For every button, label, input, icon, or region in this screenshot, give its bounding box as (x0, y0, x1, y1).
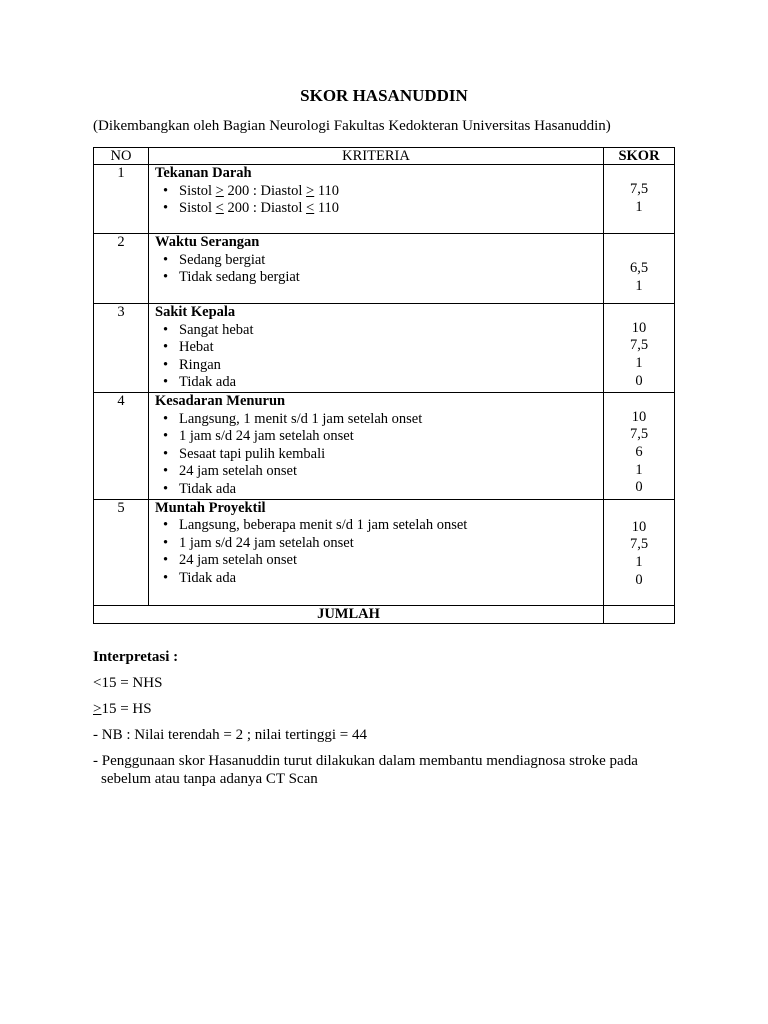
header-no: NO (94, 148, 149, 165)
list-item: • Sistol > 200 : Diastol > 110 (161, 183, 603, 201)
option-list (149, 252, 603, 287)
option-list (149, 183, 603, 218)
interpretation-hs: >15 = HS (93, 701, 152, 717)
list-item: • Tidak ada (161, 570, 603, 588)
criteria-cell (149, 499, 604, 605)
option-list (149, 517, 603, 587)
list-item: • Sedang bergiat (161, 252, 603, 270)
criteria-cell (149, 392, 604, 499)
row-number: 3 (94, 304, 149, 393)
criteria-name: Sakit Kepala (155, 304, 236, 320)
total-value (604, 605, 675, 624)
score-cell: 7,5 1 (604, 165, 675, 234)
table-row (94, 499, 675, 605)
list-item: • Langsung, 1 menit s/d 1 jam setelah onset (161, 411, 603, 429)
list-item: • Tidak ada (161, 481, 603, 499)
score-cell: 6,5 1 (604, 234, 675, 304)
criteria-cell (149, 304, 604, 393)
list-item: • Tidak sedang bergiat (161, 269, 603, 287)
list-item: • 24 jam setelah onset (161, 463, 603, 481)
score-table (93, 147, 675, 624)
table-row (94, 234, 675, 304)
list-item: • Sesaat tapi pulih kembali (161, 446, 603, 464)
total-row (94, 605, 675, 624)
score-cell: 10 7,5 6 1 0 (604, 392, 675, 499)
note-usage: - Penggunaan skor Hasanuddin turut dilakukan dalam membantu mendiagnosa stroke pada sebelum atau tanpa adanya CT Scan (93, 753, 638, 787)
list-item: • Langsung, beberapa menit s/d 1 jam setelah onset (161, 517, 603, 535)
criteria-cell (149, 234, 604, 304)
criteria-name: Waktu Serangan (155, 234, 260, 250)
criteria-cell (149, 165, 604, 234)
list-item: • 24 jam setelah onset (161, 552, 603, 570)
option-list (149, 411, 603, 499)
header-kriteria: KRITERIA (149, 148, 604, 165)
header-skor: SKOR (604, 148, 675, 165)
list-item: • 1 jam s/d 24 jam setelah onset (161, 428, 603, 446)
score-cell: 10 7,5 1 0 (604, 304, 675, 393)
list-item: • 1 jam s/d 24 jam setelah onset (161, 535, 603, 553)
table-row (94, 304, 675, 393)
row-number: 5 (94, 499, 149, 605)
table-row (94, 165, 675, 234)
table-row (94, 392, 675, 499)
row-number: 2 (94, 234, 149, 304)
row-number: 1 (94, 165, 149, 234)
row-number: 4 (94, 392, 149, 499)
criteria-name: Kesadaran Menurun (155, 392, 286, 409)
interpretation-section (93, 649, 683, 788)
note-range: - NB : Nilai terendah = 2 ; nilai tertinggi = 44 (93, 727, 367, 743)
interpretation-nhs: <15 = NHS (93, 675, 163, 691)
list-item: • Tidak ada (161, 374, 603, 392)
list-item: • Hebat (161, 339, 603, 357)
interpretation-title: Interpretasi : (93, 649, 179, 665)
list-item: • Ringan (161, 357, 603, 375)
criteria-name: Tekanan Darah (155, 165, 252, 181)
table-header-row (94, 148, 675, 165)
page-title: SKOR HASANUDDIN (300, 86, 468, 105)
option-list (149, 322, 603, 392)
list-item: • Sangat hebat (161, 322, 603, 340)
total-label: JUMLAH (94, 605, 604, 624)
list-item: • Sistol < 200 : Diastol < 110 (161, 200, 603, 218)
score-cell: 10 7,5 1 0 (604, 499, 675, 605)
criteria-name: Muntah Proyektil (155, 499, 266, 516)
page-subtitle: (Dikembangkan oleh Bagian Neurologi Fakultas Kedokteran Universitas Hasanuddin) (93, 118, 611, 134)
